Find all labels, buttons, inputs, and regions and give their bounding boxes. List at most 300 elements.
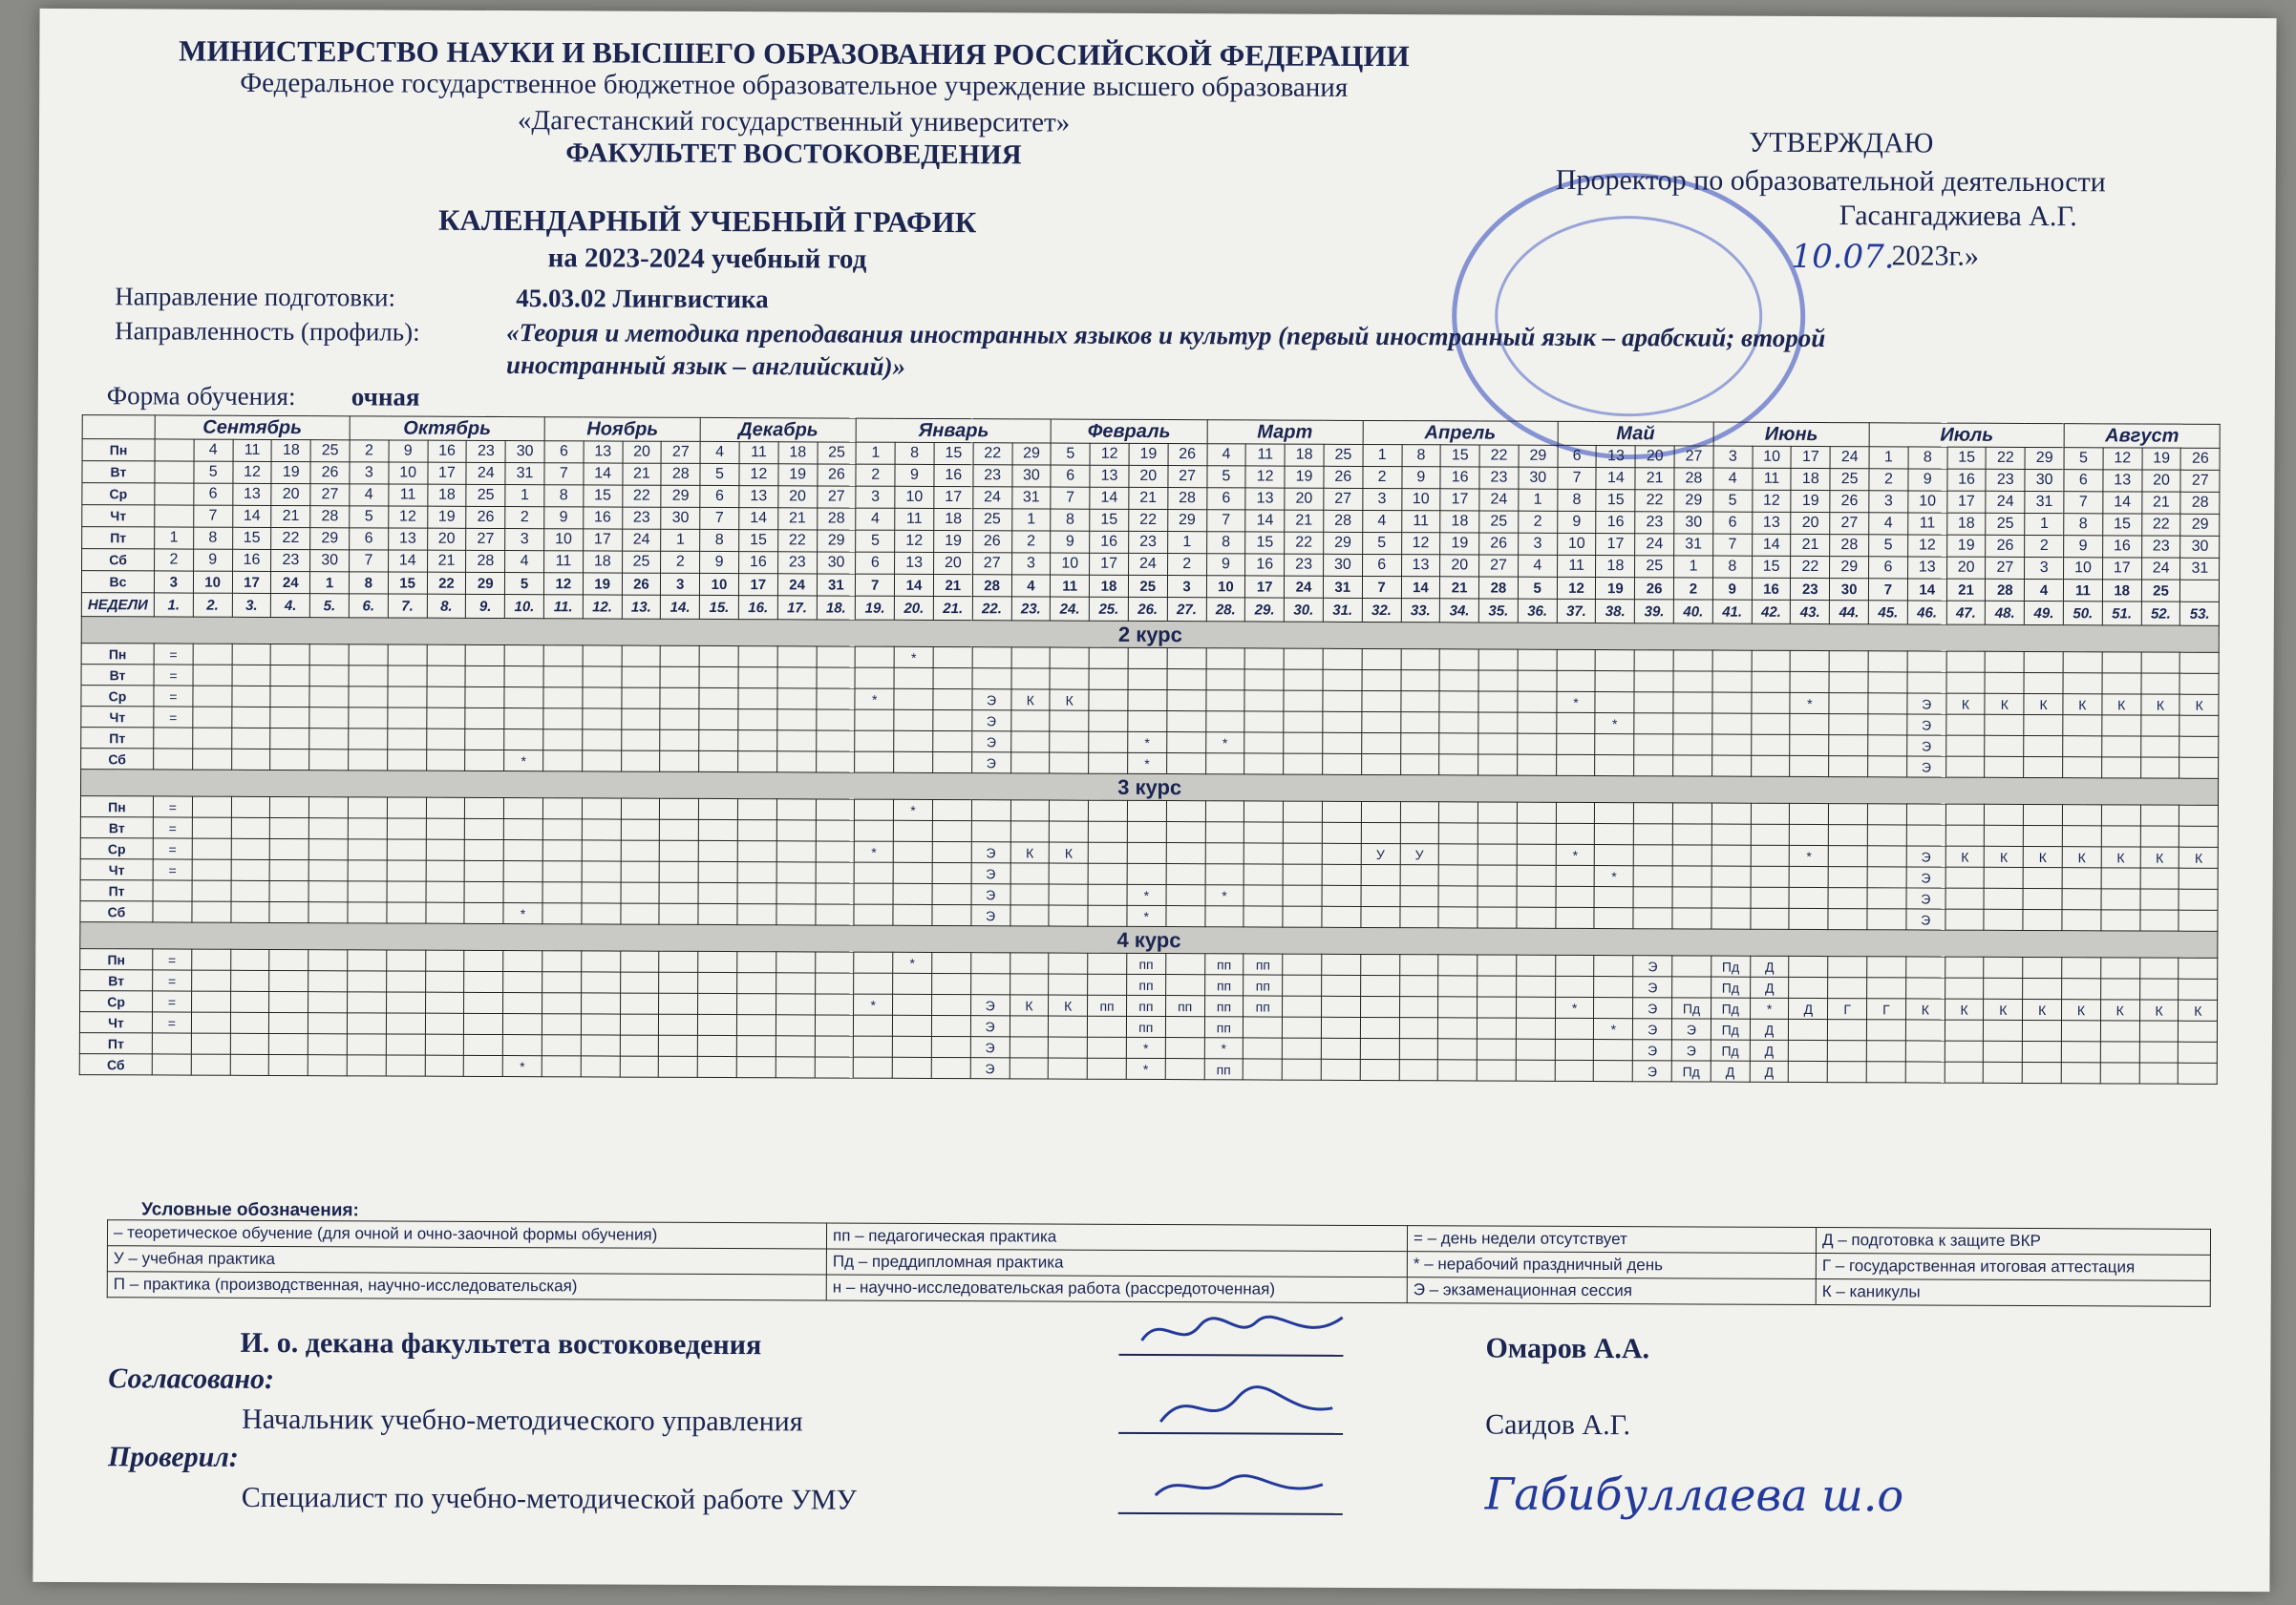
- date-cell: 21: [1946, 579, 1986, 601]
- date-cell: 28: [1168, 488, 1207, 510]
- date-cell: 9: [544, 507, 584, 529]
- date-cell: 22: [1479, 445, 1519, 467]
- schedule-cell: [933, 646, 972, 667]
- schedule-cell: [1089, 668, 1128, 689]
- schedule-cell: [776, 952, 815, 973]
- schedule-cell: [777, 646, 817, 667]
- date-cell: 23: [973, 465, 1012, 487]
- schedule-cell: [309, 665, 349, 686]
- direction-label: Направление подготовки:: [115, 282, 396, 312]
- schedule-cell: [659, 882, 698, 903]
- date-cell: 5: [1518, 577, 1557, 599]
- date-cell: 25: [1128, 575, 1167, 597]
- schedule-cell: [1712, 650, 1752, 671]
- schedule-cell: [270, 859, 309, 880]
- schedule-cell: [1439, 733, 1478, 754]
- schedule-cell: [1555, 1018, 1594, 1039]
- weekday-label: Ср: [82, 483, 155, 505]
- schedule-cell: [230, 1033, 269, 1054]
- date-cell: 4: [700, 441, 739, 463]
- date-cell: 28: [1674, 468, 1713, 490]
- schedule-cell: [230, 1054, 269, 1075]
- schedule-cell: [348, 797, 387, 818]
- schedule-cell: [893, 862, 932, 883]
- schedule-mark: Э: [971, 731, 1010, 752]
- schedule-cell: [231, 859, 270, 880]
- date-cell: 26: [1986, 535, 2025, 557]
- schedule-cell: [2061, 1042, 2100, 1063]
- schedule-cell: [1361, 885, 1400, 906]
- week-number: 46.: [1907, 601, 1946, 624]
- schedule-cell: [2062, 805, 2101, 826]
- date-cell: 22: [427, 572, 466, 594]
- schedule-cell: [426, 902, 465, 923]
- schedule-cell: [1673, 713, 1712, 734]
- week-number: 30.: [1284, 598, 1323, 622]
- schedule-cell: [1829, 714, 1868, 735]
- schedule-cell: [2141, 673, 2180, 694]
- schedule-cell: [660, 750, 699, 771]
- schedule-cell: [1205, 864, 1244, 885]
- week-number: 38.: [1596, 600, 1635, 623]
- schedule-cell: [1244, 648, 1284, 669]
- schedule-mark: Д: [1789, 998, 1828, 1019]
- schedule-cell: [1867, 978, 1906, 999]
- month-header: Сентябрь: [155, 415, 350, 440]
- schedule-cell: [894, 709, 933, 730]
- date-cell: 28: [2180, 492, 2220, 514]
- date-cell: 2: [1869, 469, 1908, 491]
- date-cell: [155, 505, 194, 527]
- schedule-cell: [504, 798, 543, 819]
- date-cell: 29: [1674, 490, 1713, 512]
- schedule-cell: [660, 840, 699, 861]
- date-cell: 13: [1907, 557, 1946, 579]
- legend-entry: Э – экзаменационная сессия: [1407, 1278, 1816, 1305]
- schedule-cell: [816, 688, 855, 709]
- schedule-cell: [932, 952, 971, 973]
- schedule-cell: [1088, 953, 1127, 974]
- schedule-cell: [1516, 997, 1555, 1018]
- date-cell: 29: [661, 485, 700, 507]
- date-cell: 9: [1557, 511, 1596, 533]
- schedule-mark: Э: [1907, 714, 1946, 735]
- schedule-cell: [1165, 975, 1204, 996]
- schedule-cell: [1711, 866, 1751, 887]
- schedule-cell: [464, 860, 503, 881]
- date-cell: 16: [934, 464, 973, 486]
- date-cell: 10: [389, 462, 428, 484]
- schedule-cell: [699, 798, 738, 819]
- month-header: Август: [2064, 424, 2220, 449]
- date-cell: 10: [1051, 553, 1090, 575]
- schedule-cell: [736, 1036, 776, 1057]
- schedule-mark: К: [1050, 842, 1089, 863]
- schedule-cell: [542, 819, 582, 840]
- date-cell: 26: [1830, 491, 1869, 513]
- date-cell: 24: [622, 529, 661, 551]
- week-number: 32.: [1362, 598, 1401, 622]
- schedule-cell: [1087, 1037, 1126, 1058]
- approval-date-handwritten: 10.07.: [1791, 237, 1895, 277]
- schedule-cell: [1088, 884, 1127, 905]
- schedule-cell: [1790, 713, 1829, 734]
- schedule-cell: [1010, 974, 1049, 995]
- date-cell: 8: [1051, 509, 1090, 531]
- schedule-cell: [1905, 1020, 1945, 1041]
- schedule-cell: [1322, 954, 1361, 975]
- date-cell: 7: [194, 505, 233, 527]
- schedule-mark: *: [893, 952, 932, 973]
- date-cell: 2: [2025, 535, 2064, 557]
- schedule-cell: [1555, 976, 1594, 997]
- schedule-cell: [504, 708, 543, 729]
- date-cell: 5: [1362, 532, 1401, 554]
- schedule-cell: [1244, 1038, 1283, 1059]
- schedule-cell: [932, 841, 971, 862]
- date-cell: 7: [544, 463, 584, 485]
- schedule-cell: [854, 862, 893, 883]
- legend-entry: У – учебная практика: [107, 1246, 826, 1275]
- week-number: 33.: [1401, 599, 1440, 623]
- schedule-cell: [387, 750, 426, 771]
- schedule-cell: [1360, 996, 1399, 1017]
- course-day-label: Чт: [80, 859, 153, 880]
- week-number: 34.: [1440, 599, 1479, 623]
- course-day-label: Ср: [81, 686, 154, 707]
- schedule-cell: [815, 973, 854, 994]
- schedule-cell: [776, 799, 816, 820]
- schedule-cell: [1517, 844, 1556, 865]
- date-cell: 21: [622, 463, 661, 485]
- schedule-cell: [1828, 1020, 1867, 1041]
- schedule-cell: [191, 970, 230, 991]
- schedule-mark: Пд: [1672, 998, 1711, 1019]
- schedule-cell: [465, 750, 504, 771]
- schedule-cell: [1672, 887, 1711, 908]
- schedule-cell: [697, 1056, 736, 1077]
- date-cell: 25: [466, 484, 505, 506]
- schedule-cell: [1596, 650, 1635, 671]
- schedule-cell: [1166, 822, 1205, 843]
- schedule-mark: Э: [971, 752, 1010, 773]
- schedule-cell: [1050, 668, 1089, 689]
- date-cell: 7: [700, 507, 739, 529]
- schedule-cell: [2139, 1042, 2179, 1063]
- schedule-cell: [1906, 825, 1945, 846]
- date-cell: 27: [1986, 557, 2025, 579]
- date-cell: 23: [1635, 512, 1674, 534]
- schedule-cell: [659, 861, 698, 882]
- schedule-cell: [192, 838, 231, 859]
- schedule-cell: [465, 839, 504, 860]
- schedule-cell: [1128, 710, 1167, 731]
- date-cell: 3: [1167, 576, 1206, 598]
- schedule-cell: [816, 841, 855, 862]
- schedule-cell: [1283, 975, 1322, 996]
- schedule-cell: [1984, 1062, 2023, 1083]
- date-cell: 17: [232, 571, 271, 593]
- schedule-cell: [1244, 864, 1283, 885]
- date-cell: 6: [1558, 445, 1597, 467]
- schedule-cell: [659, 1035, 698, 1056]
- profile-value-line-2: иностранный язык – английский)»: [505, 350, 906, 381]
- umu-head-title: Начальник учебно-методического управления: [242, 1403, 803, 1438]
- schedule-mark: К: [1945, 999, 1984, 1020]
- schedule-mark: К: [2179, 847, 2219, 868]
- schedule-cell: [1594, 1040, 1633, 1061]
- schedule-cell: [1594, 998, 1633, 1019]
- schedule-cell: [1089, 710, 1128, 731]
- schedule-cell: [1010, 863, 1050, 884]
- date-cell: 11: [2063, 580, 2102, 602]
- date-cell: 24: [777, 574, 817, 596]
- schedule-cell: [192, 949, 231, 970]
- schedule-cell: [348, 818, 387, 839]
- date-cell: 12: [1557, 577, 1596, 599]
- date-cell: 3: [1363, 488, 1402, 510]
- schedule-cell: [855, 730, 894, 751]
- schedule-cell: [192, 817, 231, 838]
- date-cell: 30: [817, 552, 856, 574]
- schedule-cell: [1283, 843, 1322, 864]
- schedule-cell: [854, 904, 893, 925]
- schedule-cell: [583, 645, 622, 666]
- schedule-mark: пп: [1127, 953, 1166, 974]
- legend-entry: * – нерабочий праздничный день: [1407, 1252, 1816, 1279]
- date-cell: 14: [739, 508, 778, 530]
- date-cell: 8: [700, 529, 739, 551]
- schedule-mark: пп: [1126, 995, 1165, 1016]
- schedule-cell: [698, 819, 737, 840]
- date-cell: 12: [1245, 466, 1285, 488]
- date-cell: 29: [1012, 443, 1052, 465]
- schedule-mark: пп: [1204, 954, 1244, 975]
- date-cell: 20: [1440, 555, 1479, 577]
- agreed-label: Согласовано:: [108, 1362, 275, 1395]
- schedule-cell: [2063, 757, 2102, 778]
- schedule-mark: =: [154, 686, 193, 707]
- specialist-title: Специалист по учебно-методической работе УМУ: [241, 1481, 857, 1516]
- schedule-cell: [349, 665, 388, 686]
- date-cell: 5: [1051, 443, 1090, 465]
- date-cell: 24: [466, 462, 505, 484]
- date-cell: 19: [271, 461, 310, 483]
- schedule-cell: [1010, 1037, 1049, 1058]
- date-cell: 13: [1090, 465, 1129, 487]
- month-header: Апрель: [1363, 420, 1558, 445]
- date-cell: 24: [1128, 553, 1167, 575]
- schedule-cell: [583, 687, 622, 708]
- schedule-cell: [308, 1055, 347, 1076]
- schedule-mark: К: [2023, 999, 2062, 1020]
- schedule-cell: [1556, 886, 1595, 907]
- schedule-cell: [425, 950, 464, 971]
- schedule-cell: [503, 861, 542, 882]
- schedule-cell: [192, 880, 231, 901]
- date-cell: 19: [1791, 490, 1830, 512]
- date-cell: 3: [1011, 553, 1051, 575]
- schedule-cell: [933, 667, 972, 688]
- date-cell: 26: [817, 464, 856, 486]
- date-cell: 30: [661, 507, 700, 529]
- schedule-cell: [270, 665, 309, 686]
- schedule-cell: [1438, 955, 1478, 976]
- date-cell: 15: [739, 530, 778, 552]
- date-cell: 7: [2064, 492, 2103, 514]
- schedule-cell: [1050, 821, 1089, 842]
- course-day-label: Ср: [80, 838, 153, 859]
- date-cell: 26: [2180, 448, 2220, 470]
- schedule-cell: [1010, 710, 1050, 731]
- date-cell: 19: [1946, 535, 1986, 557]
- schedule-cell: [582, 903, 621, 924]
- week-number: 21.: [933, 596, 972, 620]
- date-cell: 29: [1830, 557, 1869, 579]
- schedule-cell: [2140, 715, 2179, 736]
- schedule-mark: К: [1049, 995, 1088, 1016]
- schedule-cell: [1712, 671, 1752, 692]
- schedule-cell: [1867, 957, 1906, 978]
- schedule-cell: [1283, 822, 1322, 843]
- schedule-cell: [1634, 824, 1673, 845]
- schedule-cell: [1633, 908, 1672, 929]
- schedule-cell: [427, 644, 466, 665]
- date-cell: 30: [2180, 536, 2220, 558]
- date-cell: 15: [934, 442, 973, 464]
- date-cell: 20: [933, 552, 972, 574]
- legend-entry: пп – педагогическая практика: [826, 1223, 1407, 1252]
- schedule-cell: [153, 880, 192, 901]
- schedule-cell: [815, 994, 854, 1015]
- schedule-cell: [855, 646, 894, 667]
- schedule-cell: [386, 971, 425, 992]
- date-cell: 11: [1245, 444, 1285, 466]
- date-cell: 2: [1519, 511, 1558, 533]
- schedule-cell: [386, 992, 425, 1013]
- week-number: 40.: [1673, 600, 1712, 623]
- date-cell: 26: [310, 462, 350, 484]
- schedule-cell: [621, 708, 660, 729]
- schedule-cell: [1829, 651, 1868, 672]
- schedule-cell: [542, 798, 582, 819]
- study-form-value: очная: [351, 382, 420, 412]
- schedule-cell: [1828, 978, 1867, 999]
- schedule-cell: [1010, 884, 1050, 905]
- schedule-cell: [1477, 1039, 1516, 1060]
- schedule-cell: [543, 687, 583, 708]
- schedule-cell: [660, 645, 699, 666]
- schedule-cell: [620, 1035, 659, 1056]
- schedule-cell: [659, 1056, 698, 1077]
- date-cell: 24: [1285, 576, 1324, 598]
- schedule-cell: [1127, 863, 1166, 884]
- date-cell: 15: [584, 485, 623, 507]
- schedule-cell: [191, 1054, 230, 1075]
- schedule-cell: [738, 667, 777, 688]
- date-cell: 4: [856, 508, 895, 530]
- date-cell: 12: [2103, 448, 2142, 470]
- date-cell: 23: [271, 549, 310, 571]
- date-cell: 29: [310, 528, 350, 550]
- schedule-cell: [736, 994, 776, 1015]
- schedule-cell: [1010, 821, 1050, 842]
- schedule-mark: Э: [1633, 977, 1672, 998]
- legend-entry: К – каникулы: [1816, 1279, 2210, 1307]
- date-cell: 26: [1168, 444, 1207, 466]
- date-cell: 9: [895, 464, 934, 486]
- date-cell: 23: [2141, 536, 2180, 558]
- schedule-cell: [2100, 1021, 2139, 1042]
- course-day-label: Сб: [81, 749, 154, 770]
- schedule-cell: [1789, 887, 1828, 908]
- schedule-cell: [1089, 731, 1128, 752]
- schedule-cell: [348, 992, 387, 1013]
- schedule-cell: [426, 707, 465, 729]
- schedule-cell: [2024, 672, 2063, 693]
- schedule-cell: [1790, 824, 1829, 845]
- schedule-cell: [892, 1036, 931, 1057]
- schedule-cell: [2180, 652, 2220, 673]
- schedule-cell: [1711, 755, 1751, 776]
- schedule-cell: [1712, 713, 1752, 734]
- calendar-schedule-table: [79, 414, 2221, 1085]
- schedule-mark: К: [2062, 847, 2101, 868]
- schedule-cell: [738, 730, 777, 751]
- schedule-cell: [503, 840, 542, 861]
- schedule-cell: [815, 1057, 854, 1078]
- schedule-cell: [1321, 1059, 1360, 1080]
- schedule-cell: [894, 751, 933, 772]
- schedule-mark: *: [855, 841, 894, 862]
- schedule-cell: [1360, 1017, 1399, 1038]
- schedule-cell: [1518, 649, 1557, 670]
- schedule-cell: [1518, 754, 1557, 775]
- date-cell: 1: [1363, 444, 1402, 466]
- schedule-mark: Э: [970, 1058, 1010, 1079]
- schedule-cell: [193, 644, 232, 665]
- schedule-cell: [816, 730, 855, 751]
- schedule-mark: *: [894, 799, 933, 820]
- date-cell: 24: [1986, 491, 2025, 513]
- date-cell: 18: [1946, 513, 1986, 535]
- schedule-cell: [1867, 825, 1906, 846]
- checked-label: Проверил:: [107, 1441, 239, 1473]
- month-header: Октябрь: [350, 416, 544, 441]
- schedule-cell: [1167, 648, 1206, 669]
- schedule-cell: [1478, 712, 1518, 733]
- schedule-cell: [349, 686, 388, 707]
- date-cell: 15: [1596, 490, 1635, 512]
- schedule-cell: [1828, 846, 1867, 867]
- schedule-cell: [817, 667, 856, 688]
- week-number: 50.: [2063, 602, 2102, 625]
- date-cell: 11: [1908, 513, 1947, 535]
- schedule-cell: [1360, 975, 1399, 996]
- schedule-cell: [1752, 650, 1791, 671]
- date-cell: 19: [2142, 448, 2181, 470]
- schedule-cell: [543, 729, 583, 750]
- schedule-cell: [972, 668, 1011, 689]
- schedule-cell: [1867, 888, 1906, 909]
- schedule-mark: К: [1985, 693, 2024, 714]
- date-cell: 14: [584, 463, 623, 485]
- schedule-cell: [621, 729, 660, 750]
- schedule-cell: [698, 951, 737, 972]
- schedule-cell: [349, 707, 388, 729]
- schedule-cell: [698, 861, 737, 882]
- schedule-mark: Э: [1906, 756, 1945, 777]
